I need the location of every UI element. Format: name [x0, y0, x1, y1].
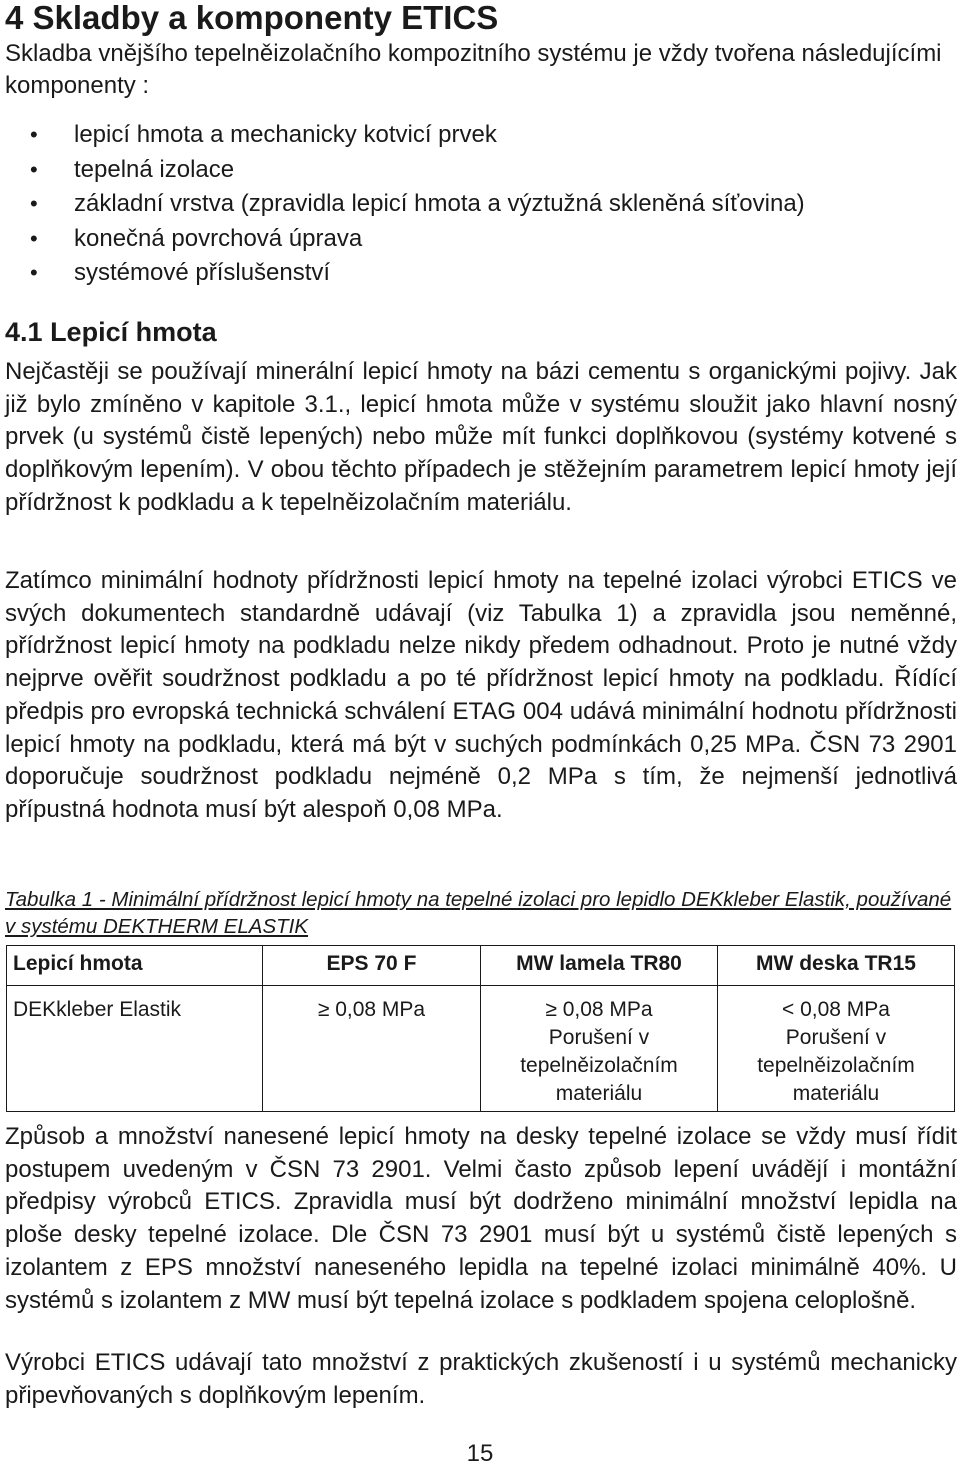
- table-cell-eps: ≥ 0,08 MPa: [262, 986, 480, 1112]
- column-header: Lepicí hmota: [7, 946, 263, 986]
- table-row: [7, 986, 955, 1112]
- section-title: Lepicí hmota: [50, 317, 217, 347]
- cell-value: ≥ 0,08 MPa: [545, 998, 653, 1021]
- paragraph-adhesion-values: Zatímco minimální hodnoty přídržnosti lepicí hmoty na tepelné izolaci výrobci ETICS ve svých dokumentech standardně udávají (viz Tabulka 1) a zpravidla jsou neměnné, přídržnost lepicí hmoty na podkladu nelze nikdy předem odhadnout. Proto je nutné vždy nejprve ověřit soudržnost podkladu a po té přídržnost lepicí hmoty na podkladu. Řídící předpis pro evropská technická schválení ETAG 004 udává minimální hodnotu přídržnosti lepicí hmoty na podkladu, která má být v suchých podmínkách 0,25 MPa. ČSN 73 2901 doporučuje soudržnost podkladu nejméně 0,2 MPa s tím, že nejmenší jednotlivá přípustná hodnota musí být alespoň 0,08 MPa.: [5, 567, 957, 823]
- section-heading: [5, 314, 217, 350]
- chapter-heading: 4 Skladby a komponenty ETICS: [5, 0, 499, 36]
- list-item: • tepelná izolace: [5, 153, 805, 188]
- paragraph-application-method: Způsob a množství nanesené lepicí hmoty na desky tepelné izolace se vždy musí řídit postupem uvedeným v ČSN 73 2901. Velmi často způsob lepení uvádějí i montážní předpisy výrobců ETICS. Zpravidla musí být dodrženo minimální množství lepidla na ploše desky tepelné izolace. Dle ČSN 73 2901 musí být u systémů čistě lepených s izolantem z EPS množství naneseného lepidla na tepelné izolaci minimálně 40%. U systémů s izolantem z MW musí být tepelná izolace s podkladem spojena celoplošně.: [5, 1123, 957, 1314]
- bullet-icon: •: [30, 225, 38, 251]
- paragraph-adhesive-types: Nejčastěji se používají minerální lepicí hmoty na bázi cementu s organickými pojivy. Jak již bylo zmíněno v kapitole 3.1., lepicí hmota může v systému sloužit jako hlavní nosný prvek (u systémů čistě lepených) nebo může mít funkci doplňkovou (systémy kotvené s doplňkovým lepením). V obou těchto případech je stěžejním parametrem lepicí hmoty její přídržnost k podkladu a k tepelněizolačním materiálu.: [5, 358, 957, 516]
- component-list: [5, 118, 805, 291]
- list-item: • lepicí hmota a mechanicky kotvicí prvek: [5, 118, 805, 153]
- bullet-icon: •: [30, 156, 38, 182]
- table-caption: Tabulka 1 - Minimální přídržnost lepicí hmoty na tepelné izolaci pro lepidlo DEKkleber Elastik, používané v systému DEKTHERM ELASTIK: [5, 888, 952, 938]
- section-number: 4.1: [5, 317, 43, 347]
- column-header: MW lamela TR80: [480, 946, 717, 986]
- list-item: • systémové příslušenství: [5, 256, 805, 291]
- list-item: • základní vrstva (zpravidla lepicí hmota a výztužná skleněná síťovina): [5, 187, 805, 222]
- paragraph-manufacturers: Výrobci ETICS udávají tato množství z praktických zkušeností i u systémů mechanicky připevňovaných s doplňkovým lepením.: [5, 1349, 957, 1409]
- bullet-icon: •: [30, 122, 38, 147]
- page-number: 15: [466, 1440, 494, 1467]
- bullet-icon: •: [30, 191, 38, 216]
- table-cell-adhesive: DEKkleber Elastik: [7, 986, 263, 1112]
- table-cell-deska: [717, 986, 954, 1112]
- column-header: MW deska TR15: [717, 946, 954, 986]
- cell-value: < 0,08 MPa: [782, 998, 890, 1021]
- intro-paragraph: Skladba vnějšího tepelněizolačního kompozitního systému je vždy tvořena následujícími komponenty :: [5, 40, 942, 99]
- adhesion-table: [6, 945, 955, 1112]
- column-header: EPS 70 F: [262, 946, 480, 986]
- list-item: • konečná povrchová úprava: [5, 222, 805, 257]
- table-header-row: [7, 946, 955, 986]
- bullet-icon: •: [30, 260, 38, 285]
- table-cell-lamela: [480, 986, 717, 1112]
- cell-note: Porušení v tepelněizolačním materiálu: [757, 1026, 915, 1105]
- cell-note: Porušení v tepelněizolačním materiálu: [520, 1026, 678, 1105]
